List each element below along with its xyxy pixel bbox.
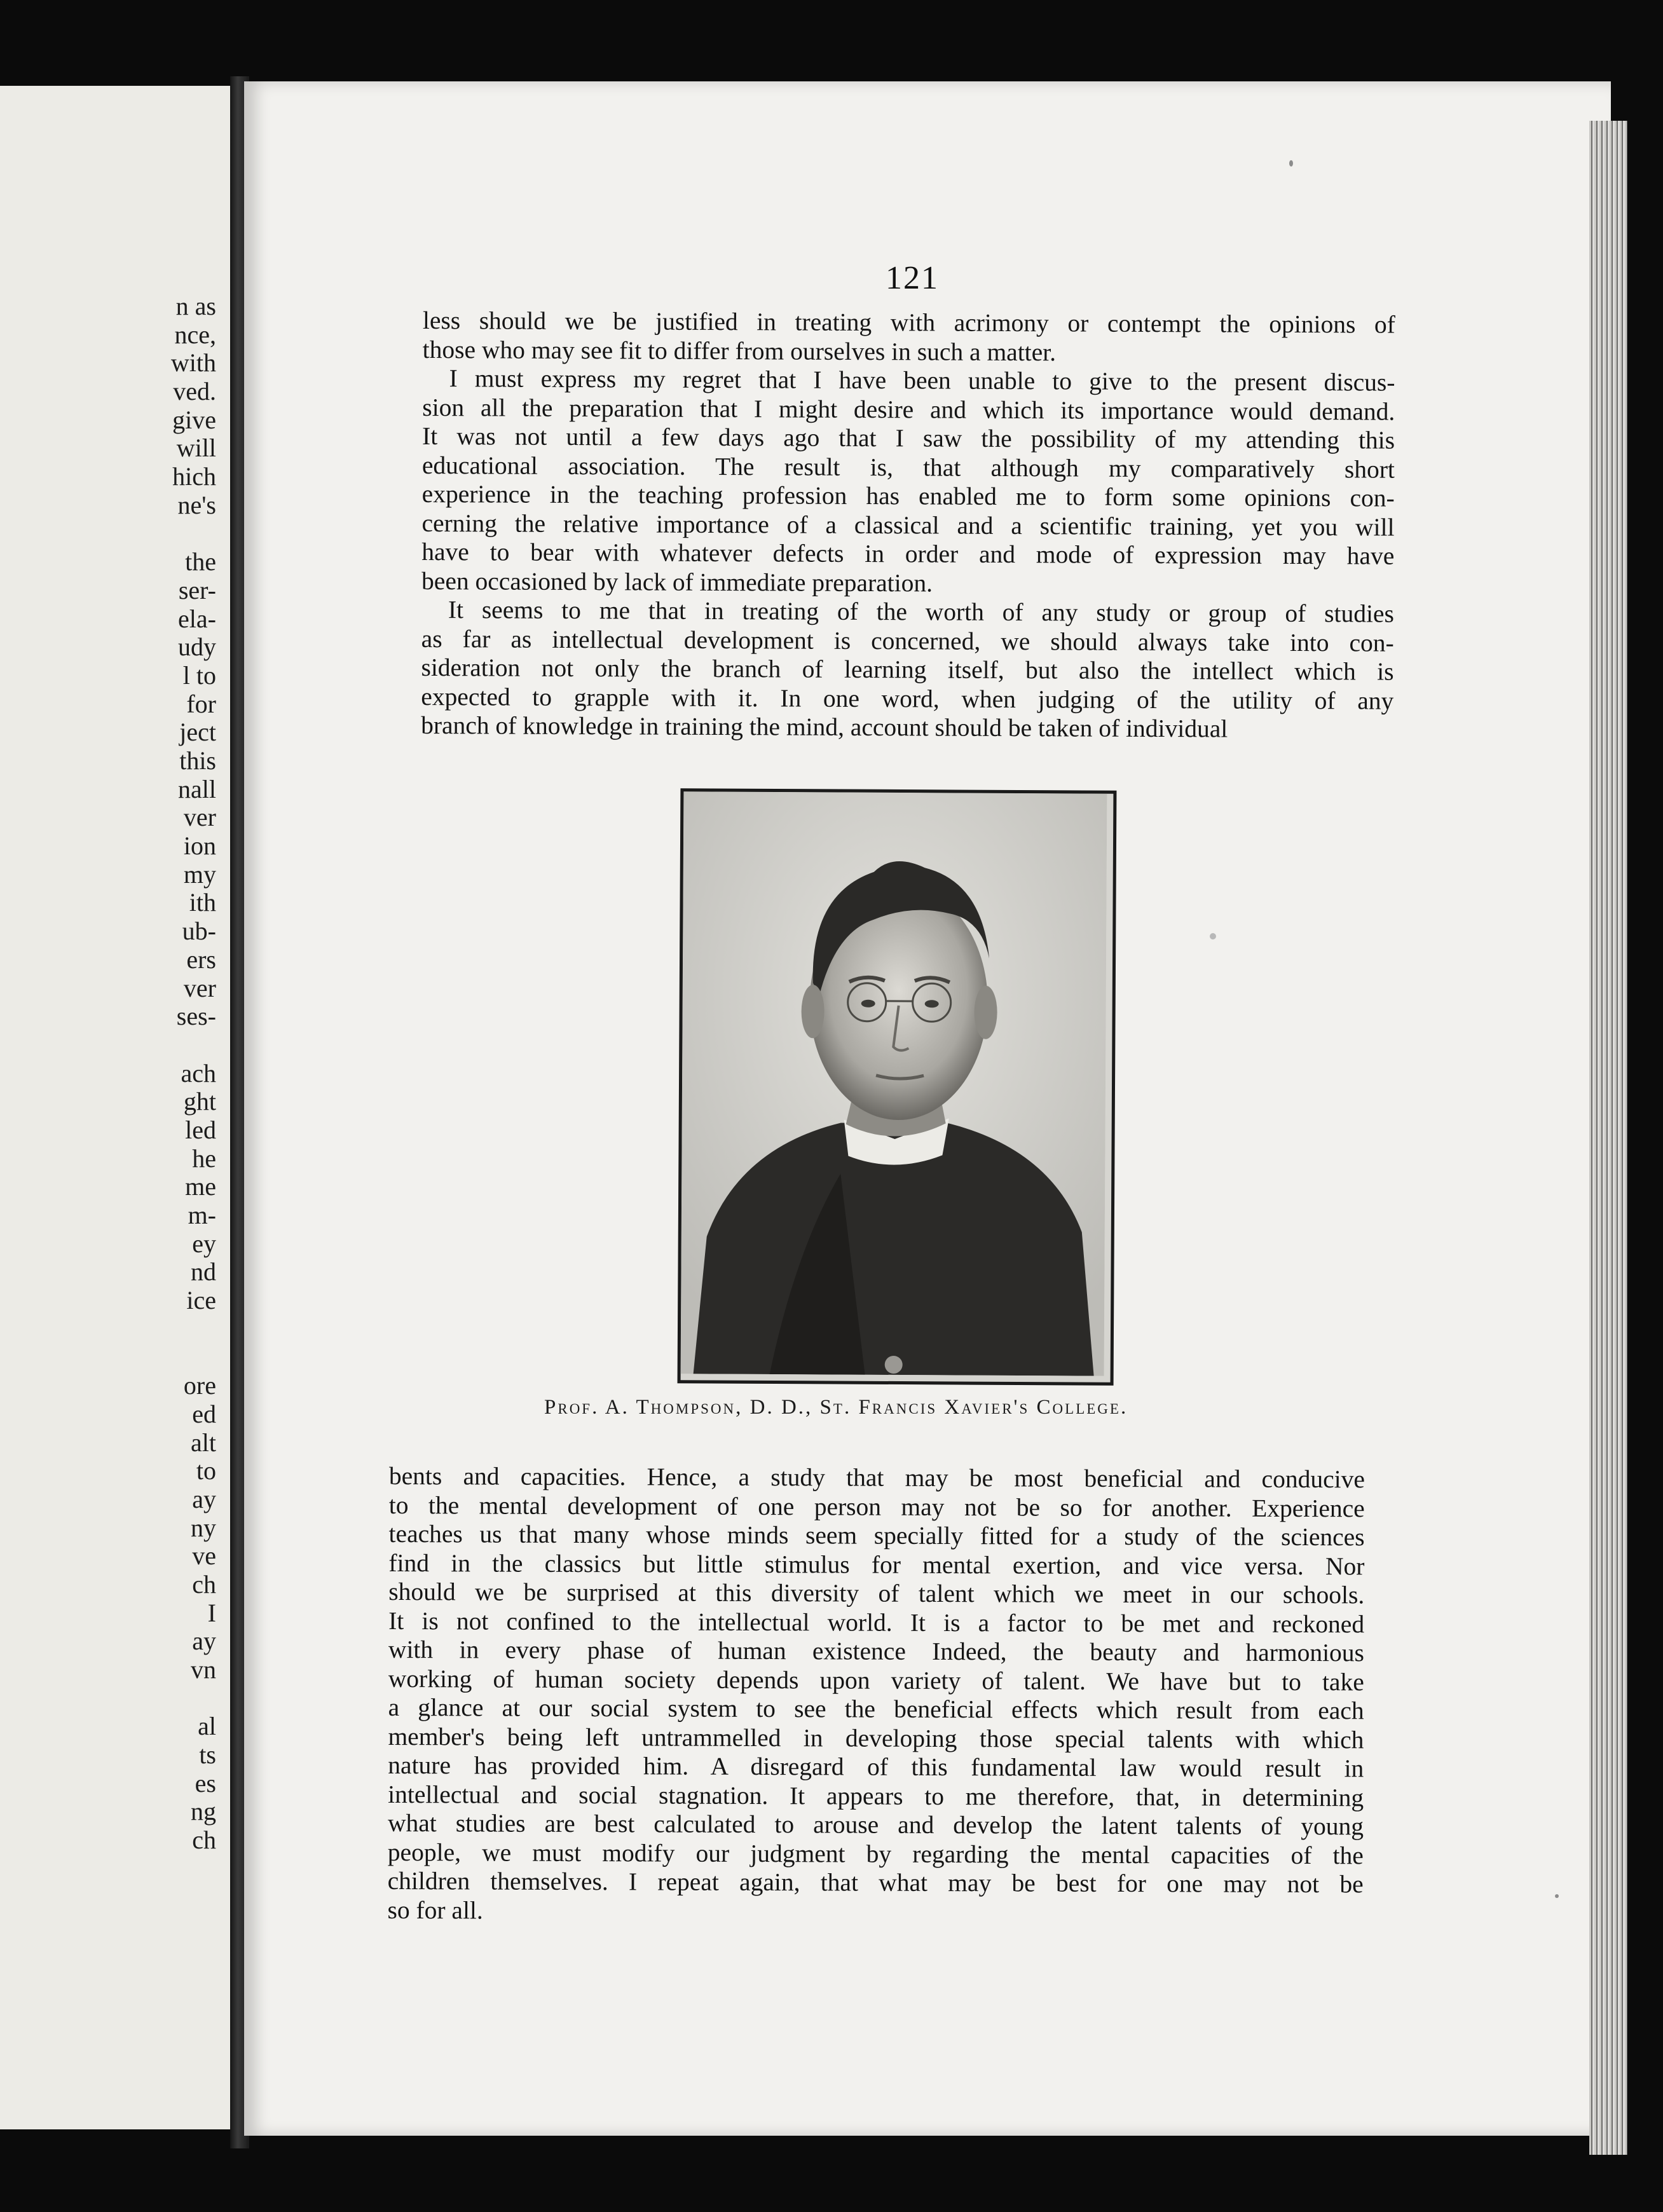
left-page-fragment: m- [188,1201,216,1229]
text-line: been occasioned by lack of immediate preparation. [421,566,933,597]
left-page-fragment: give [172,405,216,434]
scan-speck [1555,1894,1559,1898]
left-page-fragment: ne's [177,490,216,519]
left-page-fragment: ub- [182,917,216,946]
text-line: I must express my regret that I have been unable to give to the present discus- [449,364,1395,397]
page-edge-shadow [1627,121,1663,2155]
left-page-fragment: nd [191,1257,216,1287]
text-line: experience in the teaching profession has enabled me to form some opinions con- [421,479,1395,512]
text-line: find in the classics but little stimulus for mental exertion, and vice versa. Nor [388,1548,1365,1580]
left-page-fragment: ed [192,1399,216,1428]
text-line: those who may see fit to differ from ourselves in such a matter. [422,335,1057,366]
photo-caption: Prof. A. Thompson, D. D., St. Francis Xavier's College. [544,1396,1128,1419]
text-line: a glance at our social system to see the beneficial effects which result from each [388,1693,1364,1725]
left-facing-page [0,86,234,2129]
left-page-fragment: ch [192,1569,216,1599]
left-page-fragment: ny [191,1513,216,1542]
left-page-fragment: l to [182,660,216,690]
left-page-fragment: ith [189,888,216,917]
bottom-paragraph-block [387,1462,1365,1928]
left-page-fragment: ey [192,1229,216,1258]
text-line: as far as intellectual development is concerned, we should always take into con- [421,624,1394,657]
left-page-fragment: ion [183,831,216,861]
left-page-fragment: with [170,348,216,378]
left-page-fragment: ach [181,1058,216,1088]
left-page-fragment: ay [192,1484,216,1513]
text-line: to the mental development of one person may not be so for another. Experience [388,1491,1365,1522]
text-line: It is not confined to the intellectual world. It is a factor to be met and reckoned [388,1606,1365,1638]
left-page-fragment: alt [191,1428,216,1457]
text-line: intellectual and social stagnation. It appears to me therefore, that, in determining [388,1780,1364,1812]
text-line: bents and capacities. Hence, a study that may be most beneficial and conducive [388,1462,1365,1494]
text-line: branch of knowledge in training the mind, account should be taken of individual [421,711,1228,743]
top-paragraph-block [421,306,1395,744]
text-line: what studies are best calculated to arouse and develop the latent talents of young [387,1808,1364,1841]
text-line: member's being left untrammelled in developing those special talents with which [388,1722,1364,1754]
text-line: so for all. [387,1895,483,1925]
left-page-fragment: ser- [178,575,216,604]
text-line: sideration not only the branch of learning itself, but also the intellect which is [421,653,1394,686]
text-line: expected to grapple with it. In one word, when judging of the utility of any [421,682,1394,715]
left-page-fragment: he [192,1144,216,1173]
left-page-fragment [0,1343,216,1372]
text-line: with in every phase of human existence Indeed, the beauty and harmonious [388,1635,1365,1667]
text-line: working of human society depends upon variety of talent. We have but to take [388,1664,1364,1696]
left-page-fragment: es [195,1768,216,1798]
text-line: less should we be justified in treating with acrimony or contempt the opinions of [422,306,1395,339]
left-page-fragment: ght [183,1087,216,1116]
left-page-fragment: hich [172,462,216,491]
text-line: sion all the preparation that I might desire and which its importance would demand. [422,393,1395,426]
left-page-fragment: ice [186,1286,216,1315]
left-page-fragment: ch [192,1826,216,1855]
left-page-fragment: I [207,1598,216,1627]
left-page-fragment [0,1031,216,1060]
left-page-fragment: my [183,859,216,889]
left-page-fragment: this [179,746,216,775]
left-page-text-fragments [0,292,216,1855]
left-page-fragment [0,520,216,549]
left-page-fragment: nce, [174,320,216,349]
left-page-fragment: ved. [173,377,216,406]
text-line: It seems to me that in treating of the worth of any study or group of studies [448,596,1395,628]
left-page-fragment: al [198,1712,216,1741]
text-line: teaches us that many whose minds seem specially fitted for a study of the sciences [388,1519,1365,1552]
left-page-fragment: udy [178,632,216,662]
left-page-fragment: ses- [176,1002,216,1031]
left-page-fragment: ay [192,1627,216,1656]
left-page-fragment [0,1315,216,1344]
left-page-fragment: ng [191,1797,216,1826]
left-page-fragment: for [186,689,216,718]
left-page-fragment: ela- [178,604,216,633]
left-page-fragment: the [185,547,216,577]
left-page-fragment [0,1684,216,1713]
portrait-image [681,791,1107,1376]
left-page-fragment: vn [191,1655,216,1684]
left-page-fragment: ve [192,1541,216,1571]
text-line: children themselves. I repeat again, that what may be best for one may not be [387,1866,1364,1899]
text-line: should we be surprised at this diversity of talent which we meet in our schools. [388,1577,1365,1609]
left-page-fragment: to [196,1456,216,1485]
left-page-fragment: ts [199,1740,216,1770]
portrait-photo [678,788,1117,1386]
page-number: 121 [886,260,939,296]
left-page-fragment: n as [175,292,216,320]
text-line: nature has provided him. A disregard of this fundamental law would result in [388,1751,1364,1783]
text-line: have to bear with whatever defects in order and mode of expression may have [421,537,1395,570]
text-line: people, we must modify our judgment by regarding the mental capacities of the [387,1838,1364,1869]
scan-speck [1210,933,1216,939]
text-line: educational association. The result is, that although my comparatively short [421,451,1395,484]
text-line: cerning the relative importance of a classical and a scientific training, yet you will [421,509,1395,542]
scan-speck [1289,160,1293,167]
left-page-fragment: me [185,1172,216,1201]
left-page-fragment: ers [186,945,216,974]
left-page-fragment: nall [178,774,216,803]
left-page-fragment: ject [179,718,216,747]
left-page-fragment: ore [183,1371,216,1400]
left-page-fragment: ver [183,803,216,832]
text-line: It was not until a few days ago that I saw the possibility of my attending this [422,421,1395,454]
left-page-fragment: will [176,434,216,463]
left-page-fragment: ver [183,973,216,1002]
left-page-fragment: led [185,1115,216,1144]
